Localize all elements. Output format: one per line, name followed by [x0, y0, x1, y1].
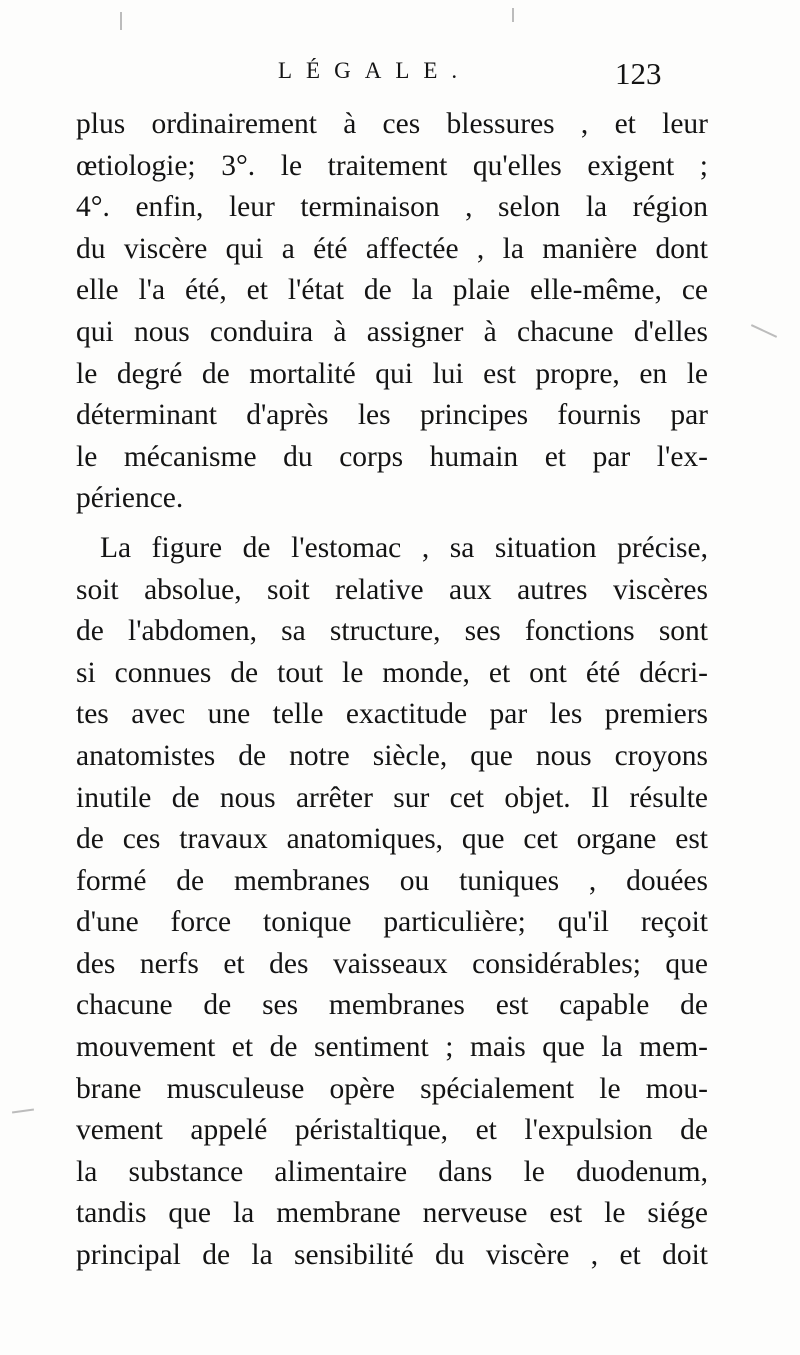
running-title: LÉGALE. — [278, 58, 472, 83]
text-line: la substance alimentaire dans le duodenum, — [76, 1155, 708, 1188]
text-line: mouvement et de sentiment ; mais que la mem- — [76, 1031, 708, 1064]
running-head — [0, 58, 800, 98]
scan-mark — [12, 1108, 34, 1113]
text-line: des nerfs et des vaisseaux considérables; que — [76, 947, 708, 980]
scan-mark — [120, 12, 122, 30]
text-line: La figure de l'estomac , sa situation précise, — [100, 531, 708, 564]
text-line: du viscère qui a été affectée , la manière dont — [76, 232, 708, 265]
text-line: le mécanisme du corps humain et par l'ex- — [76, 440, 708, 473]
scan-mark — [512, 8, 514, 22]
text-line: périence. — [76, 482, 184, 515]
text-line: d'une force tonique particulière; qu'il reçoit — [76, 906, 708, 939]
text-line: qui nous conduira à assigner à chacune d'elles — [76, 315, 708, 348]
text-line: soit absolue, soit relative aux autres viscères — [76, 573, 708, 606]
text-line: vement appelé péristaltique, et l'expulsion de — [76, 1114, 708, 1147]
paragraph-2 — [76, 528, 708, 1277]
text-line: plus ordinairement à ces blessures , et leur — [76, 108, 708, 140]
text-line: 4°. enfin, leur terminaison , selon la région — [76, 191, 708, 224]
text-line: de ces travaux anatomiques, que cet organe est — [76, 823, 708, 856]
text-line: inutile de nous arrêter sur cet objet. Il résulte — [76, 781, 708, 814]
text-line: chacune de ses membranes est capable de — [76, 989, 708, 1022]
text-line: tandis que la membrane nerveuse est le siége — [76, 1197, 708, 1230]
scan-mark — [751, 324, 777, 338]
paragraph-1 — [76, 104, 708, 520]
page-number: 123 — [615, 56, 662, 91]
text-line: brane musculeuse opère spécialement le mou- — [76, 1072, 708, 1105]
text-line: déterminant d'après les principes fournis par — [76, 399, 708, 432]
text-line: tes avec une telle exactitude par les premiers — [76, 698, 708, 731]
text-line: anatomistes de notre siècle, que nous croyons — [76, 739, 708, 772]
text-line: œtiologie; 3°. le traitement qu'elles exigent ; — [76, 149, 708, 182]
text-line: principal de la sensibilité du viscère , et doit — [76, 1239, 708, 1272]
body-text — [76, 104, 708, 1277]
text-line: si connues de tout le monde, et ont été décri- — [76, 656, 708, 689]
paragraph-gap — [76, 520, 708, 528]
text-line: elle l'a été, et l'état de la plaie elle-même, ce — [76, 274, 708, 307]
text-line: le degré de mortalité qui lui est propre, en le — [76, 357, 708, 390]
text-line: de l'abdomen, sa structure, ses fonctions sont — [76, 615, 708, 648]
text-line: formé de membranes ou tuniques , douées — [76, 864, 708, 897]
